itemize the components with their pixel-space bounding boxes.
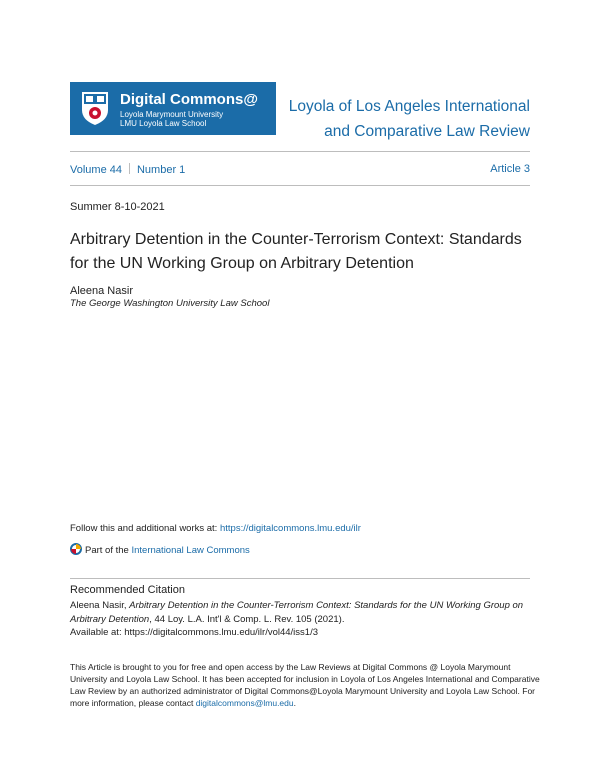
notice-text: This Article is brought to you for free and open access by the Law Reviews at Digital Commons @ Loyola Marymount University and Loyola Law School. It has been accepted for inclusion in Loyola of Los Angeles International and Comparative Law Review by an authorized administrator of Digital Commons@Loyola Marymount University and Loyola Law School. For more information, please contact [70, 662, 540, 708]
publication-date: Summer 8-10-2021 [70, 201, 165, 213]
citation-source: , 44 Loy. L.A. Int'l & Comp. L. Rev. 105 (2021). [149, 613, 345, 625]
journal-title[interactable] [289, 94, 530, 144]
notice-end: . [293, 698, 296, 708]
international-law-commons-link[interactable]: International Law Commons [131, 545, 250, 556]
citation-heading: Recommended Citation [70, 584, 185, 596]
journal-title-line2: and Comparative Law Review [324, 123, 530, 140]
follow-text: Follow this and additional works at: [70, 523, 220, 534]
network-commons-icon [70, 543, 82, 555]
logo-school: LMU Loyola Law School [120, 119, 207, 128]
part-of-prefix: Part of the [85, 545, 132, 556]
article-link[interactable]: Article 3 [490, 163, 530, 175]
issue-bar [70, 163, 530, 176]
author-affiliation: The George Washington University Law School [70, 298, 270, 309]
logo-title: Digital Commons@ [120, 91, 258, 108]
citation-title: Arbitrary Detention in the Counter-Terrorism Context: Standards for the UN Working Group on Arbitrary Detention [70, 600, 524, 625]
recommended-citation [70, 599, 540, 640]
author-name: Aleena Nasir [70, 285, 133, 297]
follow-line [70, 523, 361, 534]
number-link[interactable]: Number 1 [136, 164, 186, 176]
divider-top [70, 151, 530, 152]
divider-citation [70, 578, 530, 579]
follow-link[interactable]: https://digitalcommons.lmu.edu/ilr [219, 523, 361, 534]
contact-email-link[interactable]: digitalcommons@lmu.edu [195, 698, 294, 708]
issue-separator [129, 163, 130, 174]
logo-university: Loyola Marymount University [120, 110, 224, 119]
citation-author: Aleena Nasir, [70, 600, 130, 611]
lmu-shield-icon [80, 90, 110, 126]
article-title: Arbitrary Detention in the Counter-Terrorism Context: Standards for the UN Working Group on Arbitrary Detention [70, 231, 522, 272]
access-notice [70, 661, 540, 709]
part-of-line [70, 543, 250, 556]
citation-available: Available at: https://digitalcommons.lmu.edu/ilr/vol44/iss1/3 [70, 627, 319, 638]
divider-issue [70, 185, 530, 186]
journal-title-line1: Loyola of Los Angeles International [288, 98, 530, 115]
digital-commons-logo[interactable] [70, 82, 276, 135]
volume-link[interactable]: Volume 44 [70, 164, 122, 176]
